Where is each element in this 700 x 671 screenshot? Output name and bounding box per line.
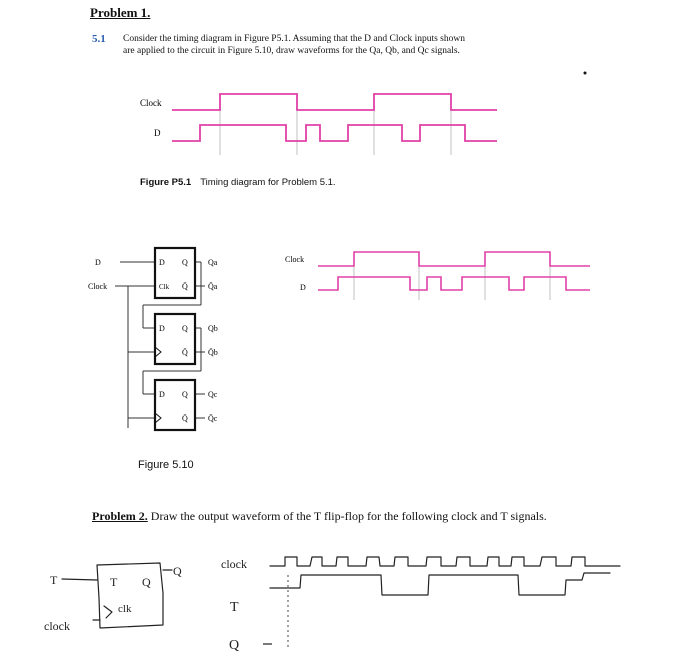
ff2-qbar-pin: Q̄ — [182, 348, 188, 357]
ff2-q-pin: Q — [182, 324, 188, 333]
p2-t-pin-label: T — [110, 575, 118, 589]
output-qb-bar: Q̄b — [208, 348, 218, 357]
t-flipflop-box — [97, 563, 163, 628]
output-qc: Qc — [208, 390, 218, 399]
p2-clock-waveform — [270, 557, 620, 566]
problem1-text-line2: are applied to the circuit in Figure 5.10, draw waveforms for the Qa, Qb, and Qc signals. — [123, 46, 460, 56]
ff1-clk-pin: Clk — [159, 283, 170, 291]
input-clock-label: Clock — [88, 282, 108, 291]
figure-p51-caption-text: Timing diagram for Problem 5.1. — [200, 177, 336, 188]
problem1-heading: Problem 1. — [90, 5, 151, 20]
problem1-text-line1: Consider the timing diagram in Figure P5.1. Assuming that the D and Clock inputs shown — [123, 34, 465, 44]
p2-t-waveform — [270, 573, 610, 595]
input-d-label: D — [95, 258, 101, 267]
ff1-d-pin: D — [159, 258, 165, 267]
p2-q-pin-label: Q — [142, 575, 151, 589]
copy-d-label: D — [300, 283, 306, 292]
clock-label: Clock — [140, 98, 162, 108]
p2-t-input-label: T — [50, 573, 58, 587]
problem2-text: Draw the output waveform of the T flip-flop for the following clock and T signals. — [147, 509, 547, 523]
problem-number: 5.1 — [92, 33, 106, 45]
ff3-d-pin: D — [159, 390, 165, 399]
output-qa-bar: Q̄a — [208, 282, 218, 291]
ff3-q-pin: Q — [182, 390, 188, 399]
output-qc-bar: Q̄c — [208, 414, 218, 423]
ff2-d-pin: D — [159, 324, 165, 333]
p2-q-label: Q — [229, 638, 240, 653]
ff1-qbar-pin: Q̄ — [182, 282, 188, 291]
problem2-heading: Problem 2. — [92, 509, 148, 523]
ff3-qbar-pin: Q̄ — [182, 414, 188, 423]
ff1-q-pin: Q — [182, 258, 188, 267]
output-qb: Qb — [208, 324, 218, 333]
figure-p51-caption-bold: Figure P5.1 — [140, 177, 192, 188]
p2-t-label: T — [230, 600, 239, 615]
p2-clock-label: clock — [221, 557, 247, 571]
copy-clock-label: Clock — [285, 255, 305, 264]
figure-510-caption: Figure 5.10 — [138, 459, 194, 471]
output-qa: Qa — [208, 258, 218, 267]
p2-q-output-label: Q — [173, 564, 182, 578]
p2-clk-pin-label: clk — [118, 603, 132, 615]
p2-clock-input-label: clock — [44, 619, 70, 633]
d-label: D — [154, 128, 161, 138]
